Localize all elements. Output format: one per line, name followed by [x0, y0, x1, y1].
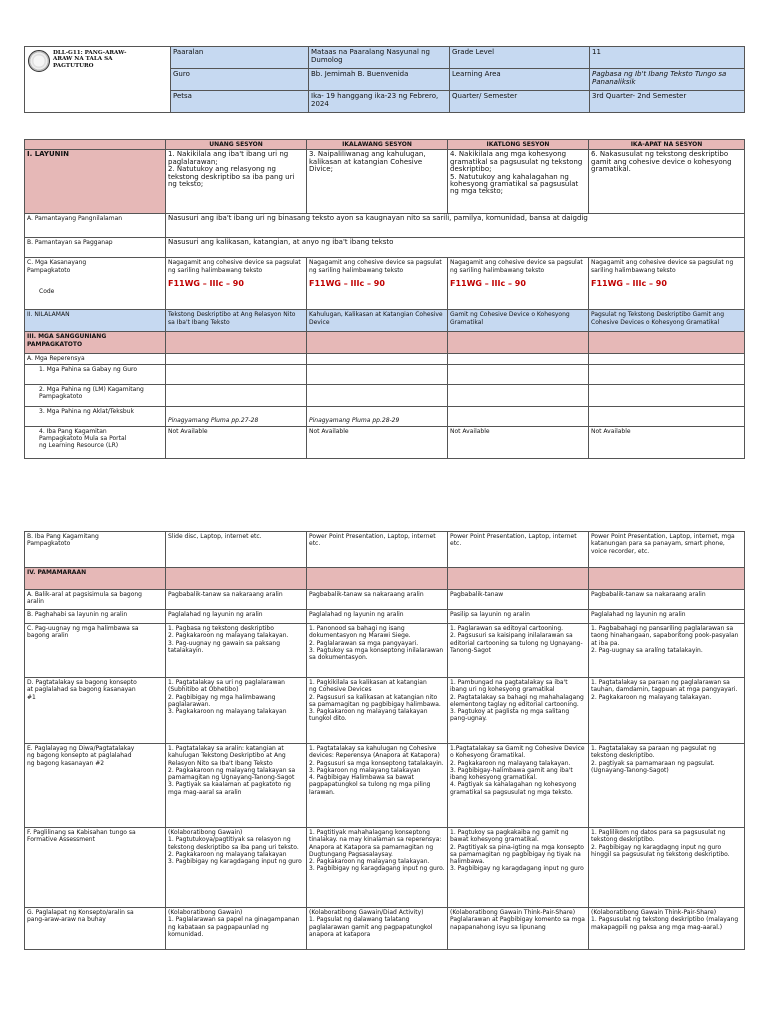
row-b-label: B. Paghahabi sa layunin ng aralin [25, 610, 166, 624]
pamamaraan-blank-2 [307, 568, 448, 590]
pamamaraan-blank-4 [589, 568, 745, 590]
row-e-label: E. Paglalayag ng Diwa/Pagtatalakay ng bagong konsepto at paglalahad ng bagong kasanayan #2 [25, 744, 166, 828]
row-f-cell-2: 1. Pagtitiyak mahahalagang konseptong tinalakay. na may kinalaman sa reperensya: Anapora at Katapora sa pamamagitan ng Dugtungang Pagsasalaysay. 2. Pagkakaroon ng malayang talakayan. 3. Pagbibigay ng karagdagang input ng guro. [307, 828, 448, 908]
reperensya-label: A. Mga Reperensya [25, 354, 166, 364]
kasanayan-text-1: Nagagamit ang cohesive device sa pagsulat ng sariling halimbawang teksto [168, 259, 301, 274]
row-f-label: F. Paglilinang sa Kabisahan tungo sa Formative Assessment [25, 828, 166, 908]
row-a-cell-4: Pagbabalik-tanaw sa nakaraang aralin [589, 590, 745, 610]
nilalaman-cell-1: Tekstong Deskriptibo at Ang Relasyon Nito sa Iba't Ibang Teksto [166, 310, 307, 332]
row-g-cell-1: (Kolaboratibong Gawain) 1. Paglalarawan sa papel na ginagampanan ng kabataan sa pagpapaunlad ng komunidad. [166, 908, 307, 950]
row-g-cell-4: (Kolaboratibong Gawain Think-Pair-Share) 1. Pagsusulat ng tekstong deskriptibo (malayang makapagpili ng paksa ang mga mag-aaral.) [589, 908, 745, 950]
nilalaman-cell-4: Pagsulat ng Tekstong Deskriptibo Gamit ang Cohesive Devices o Kohesyong Gramatikal [589, 310, 745, 332]
iba-pang-cell-2: Power Point Presentation, Laptop, internet etc. [307, 532, 448, 568]
iba-pang-cell-1: Slide disc, Laptop, internet etc. [166, 532, 307, 568]
row-e-cell-4: 1. Pagtatalakay sa paraan ng pagsulat ng tekstong deskriptibo. 2. pagtiyak sa pamamaraan ng pagsulat. (Ugnayang-Tanong-Sagot) [589, 744, 745, 828]
grade-value: 11 [590, 47, 745, 69]
kasanayan-cell-4 [589, 258, 745, 310]
kasanayan-text-4: Nagagamit ang cohesive device sa pagsulat ng sariling halimbawang teksto [591, 259, 734, 274]
row-b-cell-1: Paglalahad ng layunin ng aralin [166, 610, 307, 624]
area-value: Pagbasa ng Ib't Ibang Teksto Tungo sa Pananaliksik [590, 69, 745, 91]
row-f-cell-3: 1. Pagtukoy sa pagkakaiba ng gamit ng bawat kohesyong gramatikal. 2. Pagtitiyak sa pina-igting na mga konsepto sa pamamagitan ng pagbibigay ng tiyak na halimbawa. 3. Pagbibigay ng karagdagang input ng guro [448, 828, 589, 908]
lr-cell-4: Not Available [589, 426, 745, 458]
reperensya-blank-1 [166, 354, 307, 364]
area-label: Learning Area [450, 69, 590, 91]
sanggunian-blank-3 [448, 332, 589, 354]
row-b-cell-4: Paglalahad ng layunin ng aralin [589, 610, 745, 624]
code-label: Code [39, 288, 55, 296]
school-header-cell [25, 47, 171, 113]
session-header-empty [25, 140, 166, 150]
session-header-3: IKATLONG SESYON [448, 140, 589, 150]
kasanayan-label: C. Mga Kasanayang Pampagkatoto [27, 259, 87, 274]
gabay-guro-label: 1. Mga Pahina sa Gabay ng Guro [25, 364, 166, 384]
quarter-label: Quarter/ Semester [450, 91, 590, 113]
kasanayan-cell-3 [448, 258, 589, 310]
sanggunian-blank-1 [166, 332, 307, 354]
lr-cell-3: Not Available [448, 426, 589, 458]
plan-table-2 [24, 531, 745, 950]
row-d-cell-1: 1. Pagtatalakay sa uri ng paglalarawan (Subhitibo at Obhetibo) 2. Pagbibigay ng mga halimbawang paglalarawan. 3. Pagkakaroon ng malayang talakayan [166, 678, 307, 744]
paaralan-label: Paaralan [171, 47, 309, 69]
layunin-cell-1: 1. Nakikilala ang iba't ibang uri ng paglalarawan; 2. Natutukoy ang relasyong ng tekstong deskriptibo sa iba pang uri ng teksto; [166, 150, 307, 214]
grade-label: Grade Level [450, 47, 590, 69]
lr-cell-2: Not Available [307, 426, 448, 458]
deped-seal-icon [28, 50, 50, 72]
quarter-value: 3rd Quarter- 2nd Semester [590, 91, 745, 113]
lm-blank-3 [448, 384, 589, 406]
row-a-cell-3: Pagbabalik-tanaw [448, 590, 589, 610]
reperensya-blank-2 [307, 354, 448, 364]
session-header-2: IKALAWANG SESYON [307, 140, 448, 150]
pamamaraan-label: IV. PAMAMARAAN [25, 568, 166, 590]
kasanayan-text-2: Nagagamit ang cohesive device sa pagsulat ng sariling halimbawang teksto [309, 259, 442, 274]
row-f-cell-1: (Kolaboratibong Gawain) 1. Pagtutukoya/pagtitiyak sa relasyon ng tekstong deskriptibo sa iba pang uri teksto. 2. Pagkakaroon ng malayang talakayan 3. Pagbibigay ng karagdagang input ng guro [166, 828, 307, 908]
lm-label: 2. Mga Pahina ng (LM) Kagamitang Pampagkatoto [25, 384, 166, 406]
pangnilalaman-value: Nasusuri ang iba't ibang uri ng binasang teksto ayon sa kaugnayan nito sa sarili, pamilya, komunidad, bansa at daigdig [166, 214, 745, 238]
guro-value: Bb. Jemimah B. Buenvenida [309, 69, 450, 91]
nilalaman-label: II. NILALAMAN [25, 310, 166, 332]
row-e-cell-1: 1. Pagtatalakay sa aralin: katangian at kahulugan Tekstong Deskriptibo at Ang Relasyon Nito sa Iba't Ibang Teksto 2. Pagkakaroon ng malayang talakayan sa pamamagitan ng Ugnayang-Tanong-Sagot 3. Pagtiyak sa kaalaman at pagkatoto ng mga mag-aaral sa aralin [166, 744, 307, 828]
gabay-blank-1 [166, 364, 307, 384]
row-c-label: C. Pag-uugnay ng mga halimbawa sa bagong aralin [25, 624, 166, 678]
teksbuk-cell-2: Pinagyamang Pluma pp.28-29 [307, 406, 448, 426]
row-g-label: G. Paglalapat ng Konsepto/aralin sa pang-araw-araw na buhay [25, 908, 166, 950]
nilalaman-cell-3: Gamit ng Cohesive Device o Kohesyong Gramatikal [448, 310, 589, 332]
reperensya-blank-4 [589, 354, 745, 364]
row-d-cell-3: 1. Pambungad na pagtatalakay sa iba't ibang uri ng kohesyong gramatikal 2. Pagtatalakay sa bahagi ng mahahalagang elementong taglay ng editorial cartooning. 3. Pagtukoy at paglista ng mga salitang pang-ugnay. [448, 678, 589, 744]
pamamaraan-blank-1 [166, 568, 307, 590]
petsa-value: Ika- 19 hanggang ika-23 ng Febrero, 2024 [309, 91, 450, 113]
pagganap-label: B. Pamantayan sa Pagganap [25, 238, 166, 258]
lr-cell-1: Not Available [166, 426, 307, 458]
gabay-blank-4 [589, 364, 745, 384]
row-e-cell-3: 1.Pagtatalakay sa Gamit ng Cohesive Device o Kohesyong Gramatikal. 2. Pagkakaroon ng malayang talakayan. 3. Pagbibigay-halimbawa gamit ang iba't ibang kohesyong gramatikal. 4. Pagtiyak sa kahalagahan ng kohesyong gramatikal sa pagsusulat ng mga teksto. [448, 744, 589, 828]
teksbuk-label: 3. Mga Pahina ng Aklat/Teksbuk [25, 406, 166, 426]
layunin-cell-4: 6. Nakasusulat ng tekstong deskriptibo gamit ang cohesive device o kohesyong gramatikal. [589, 150, 745, 214]
teksbuk-cell-1: Pinagyamang Pluma pp.27-28 [166, 406, 307, 426]
guro-label: Guro [171, 69, 309, 91]
teksbuk-cell-4 [589, 406, 745, 426]
paaralan-value: Mataas na Paaralang Nasyunal ng Dumolog [309, 47, 450, 69]
code-2: F11WG – IIIc – 90 [309, 278, 385, 288]
iba-pang-cell-4: Power Point Presentation, Laptop, internet, mga katanungan para sa panayam, smart phone, voice recorder, etc. [589, 532, 745, 568]
kasanayan-cell-1 [166, 258, 307, 310]
iba-pang-label: B. Iba Pang Kagamitang Pampagkatoto [25, 532, 166, 568]
row-c-cell-2: 1. Panonood sa bahagi ng isang dokumentasyon ng Marawi Siege. 2. Paglalarawan sa mga pangyayari. 3. Pagtukoy sa mga konseptong inilalarawan sa dokumentasyon. [307, 624, 448, 678]
sanggunian-blank-4 [589, 332, 745, 354]
iba-pang-cell-3: Power Point Presentation, Laptop, internet etc. [448, 532, 589, 568]
row-a-cell-1: Pagbabalik-tanaw sa nakaraang aralin [166, 590, 307, 610]
layunin-cell-3: 4. Nakikilala ang mga kohesyong gramatikal sa pagsusulat ng tekstong deskriptibo; 5. Natutukoy ang kahalagahan ng kohesyong gramatikal sa pagsusulat ng mga teksto; [448, 150, 589, 214]
sanggunian-label: III. MGA SANGGUNIANG PAMPAGKATOTO [25, 332, 166, 354]
layunin-label: I. LAYUNIN [25, 150, 166, 214]
row-d-cell-4: 1. Pagtatalakay sa paraan ng paglalarawan sa tauhan, damdamin, tagpuan at mga pangyayari. 2. Pagkakaroon ng malayang talakayan. [589, 678, 745, 744]
row-g-cell-3: (Kolaboratibong Gawain Think-Pair-Share) Paglalarawan at Pagbibigay komento sa mga napapanahong isyu sa lipunang [448, 908, 589, 950]
petsa-label: Petsa [171, 91, 309, 113]
teksbuk-cell-3 [448, 406, 589, 426]
row-b-cell-3: Pasilip sa layunin ng aralin [448, 610, 589, 624]
plan-table-1 [24, 139, 745, 459]
code-1: F11WG – IIIc – 90 [168, 278, 244, 288]
row-b-cell-2: Paglalahad ng layunin ng aralin [307, 610, 448, 624]
kasanayan-text-3: Nagagamit ang cohesive device sa pagsulat ng sariling halimbawang teksto [450, 259, 583, 274]
pangnilalaman-label: A. Pamantayang Pangnilalaman [25, 214, 166, 238]
lm-blank-1 [166, 384, 307, 406]
sanggunian-blank-2 [307, 332, 448, 354]
row-e-cell-2: 1. Pagtatalakay sa kahulugan ng Cohesive devices: Reperensya (Anapora at Katapora) 2. Pagsusuri sa mga konseptong tatalakayin. 3. Pagkaroon ng malayang talakayan 4. Pagbibigay Halimbawa sa bawat pagpapatungkol sa tulong ng mga piling larawan. [307, 744, 448, 828]
lm-blank-2 [307, 384, 448, 406]
reperensya-blank-3 [448, 354, 589, 364]
row-c-cell-3: 1. Paglarawan sa editoyal cartooning. 2. Pagsusuri sa kaisipang inilalarawan sa editorial cartooning sa tulong ng Ugnayang-Tanong-Sagot [448, 624, 589, 678]
pamamaraan-blank-3 [448, 568, 589, 590]
lm-blank-4 [589, 384, 745, 406]
kasanayan-cell-2 [307, 258, 448, 310]
row-d-cell-2: 1. Pagkikilala sa kalikasan at katangian ng Cohesive Devices 2. Pagsusuri sa kalikasan at katangian nito sa pamamagitan ng pagbibigay halimbawa. 3. Pagkakaroon ng malayang talakayan tungkol dito. [307, 678, 448, 744]
code-4: F11WG – IIIc – 90 [591, 278, 667, 288]
nilalaman-cell-2: Kahulugan, Kalikasan at Katangian Cohesive Device [307, 310, 448, 332]
gabay-blank-3 [448, 364, 589, 384]
lr-portal-label: 4. Iba Pang Kagamitan Pampagkatoto Mula sa Portal ng Learning Resource (LR) [25, 426, 166, 458]
header-table [24, 46, 745, 113]
row-c-cell-1: 1. Pagbasa ng tekstong deskriptibo 2. Pagkakaroon ng malayang talakayan. 3. Pag-uugnay ng gawain sa paksang tatalakayin. [166, 624, 307, 678]
row-a-label: A. Balik-aral at pagsisimula sa bagong aralin [25, 590, 166, 610]
row-a-cell-2: Pagbabalik-tanaw sa nakaraang aralin [307, 590, 448, 610]
session-header-1: UNANG SESYON [166, 140, 307, 150]
row-c-cell-4: 1. Pagbabahagi ng pansariling paglalarawan sa taong hinahangaan, sapaboritong pook-pasyalan at iba pa. 2. Pag-uugnay sa aralíng tatalakayin. [589, 624, 745, 678]
document-title: DLL-G11: PANG-ARAW-ARAW NA TALA SA PAGTUTURO [53, 50, 127, 69]
code-3: F11WG – IIIc – 90 [450, 278, 526, 288]
gabay-blank-2 [307, 364, 448, 384]
layunin-cell-2: 3. Naipaliliwanag ang kahulugan, kalikasan at katangian Cohesive Divice; [307, 150, 448, 214]
pagganap-value: Nasusuri ang kalikasan, katangian, at anyo ng iba't ibang teksto [166, 238, 745, 258]
row-g-cell-2: (Kolaboratibong Gawain/Diad Activity) 1. Pagsulat ng dalawang talatang paglalarawan gamit ang pagpapatungkol anapora at katapora [307, 908, 448, 950]
row-d-label: D. Pagtatalakay sa bagong konsepto at paglalahad sa bagong kasanayan #1 [25, 678, 166, 744]
kasanayan-label-cell [25, 258, 166, 310]
session-header-4: IKA-APAT NA SESYON [589, 140, 745, 150]
row-f-cell-4: 1. Paglilikom ng datos para sa pagsusulat ng tekstong deskriptibo. 2. Pagbibigay ng karagdagng input ng guro hinggil sa pagsusulat ng tekstong deskriptibo. [589, 828, 745, 908]
